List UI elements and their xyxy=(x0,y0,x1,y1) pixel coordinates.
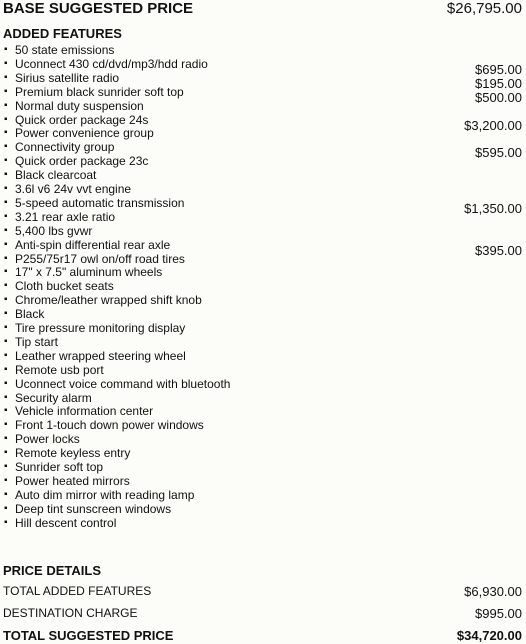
bullet-icon: ▪ xyxy=(4,392,8,403)
feature-label: Quick order package 23c xyxy=(15,154,149,168)
feature-label: Power convenience group xyxy=(15,126,154,140)
bullet-icon: ▪ xyxy=(4,141,8,152)
bullet-icon: ▪ xyxy=(4,419,8,430)
bullet-icon: ▪ xyxy=(4,475,8,486)
feature-label: Remote keyless entry xyxy=(15,446,131,460)
feature-label: 50 state emissions xyxy=(15,43,115,57)
feature-label: P255/75r17 owl on/off road tires xyxy=(15,252,185,266)
bullet-icon: ▪ xyxy=(4,503,8,514)
bullet-icon: ▪ xyxy=(4,378,8,389)
price-details-heading: PRICE DETAILS xyxy=(3,563,101,578)
feature-label: Uconnect voice command with bluetooth xyxy=(15,377,231,391)
total-added-features-row xyxy=(0,584,526,598)
bullet-icon: ▪ xyxy=(4,211,8,222)
feature-label: Leather wrapped steering wheel xyxy=(15,349,186,363)
bullet-icon: ▪ xyxy=(4,155,8,166)
feature-label: Tire pressure monitoring display xyxy=(15,321,186,335)
bullet-icon: ▪ xyxy=(4,322,8,333)
bullet-icon: ▪ xyxy=(4,183,8,194)
bullet-icon: ▪ xyxy=(4,364,8,375)
feature-label: Quick order package 24s xyxy=(15,113,149,127)
feature-label: Black clearcoat xyxy=(15,168,97,182)
feature-label: Power heated mirrors xyxy=(15,474,130,488)
bullet-icon: ▪ xyxy=(4,447,8,458)
total-added-features-value: $6,930.00 xyxy=(464,584,522,599)
feature-price: $695.00 xyxy=(475,62,522,77)
feature-label: 3.6l v6 24v vvt engine xyxy=(15,182,132,196)
feature-label: Remote usb port xyxy=(15,363,104,377)
feature-label: Security alarm xyxy=(15,391,92,405)
feature-label: Uconnect 430 cd/dvd/mp3/hdd radio xyxy=(15,57,208,71)
feature-label: Chrome/leather wrapped shift knob xyxy=(15,293,202,307)
bullet-icon: ▪ xyxy=(4,253,8,264)
base-price-label: BASE SUGGESTED PRICE xyxy=(3,0,194,17)
feature-label: Auto dim mirror with reading lamp xyxy=(15,488,195,502)
feature-price: $1,350.00 xyxy=(464,201,522,216)
total-suggested-price-row xyxy=(0,628,526,642)
bullet-icon: ▪ xyxy=(4,127,8,138)
bullet-icon: ▪ xyxy=(4,44,8,55)
feature-label: 5,400 lbs gvwr xyxy=(15,224,93,238)
feature-label: Cloth bucket seats xyxy=(15,279,114,293)
destination-charge-value: $995.00 xyxy=(475,606,522,621)
feature-label: Power locks xyxy=(15,432,80,446)
bullet-icon: ▪ xyxy=(4,294,8,305)
bullet-icon: ▪ xyxy=(4,239,8,250)
feature-label: Normal duty suspension xyxy=(15,99,144,113)
feature-price: $595.00 xyxy=(475,145,522,160)
total-added-features-label: TOTAL ADDED FEATURES xyxy=(3,584,152,598)
feature-label: 3.21 rear axle ratio xyxy=(15,210,116,224)
bullet-icon: ▪ xyxy=(4,308,8,319)
feature-label: 17" x 7.5" aluminum wheels xyxy=(15,265,163,279)
bullet-icon: ▪ xyxy=(4,266,8,277)
bullet-icon: ▪ xyxy=(4,336,8,347)
feature-label: 5-speed automatic transmission xyxy=(15,196,185,210)
bullet-icon: ▪ xyxy=(4,489,8,500)
feature-label: Deep tint sunscreen windows xyxy=(15,502,172,516)
bullet-icon: ▪ xyxy=(4,405,8,416)
feature-price: $3,200.00 xyxy=(464,118,522,133)
destination-charge-label: DESTINATION CHARGE xyxy=(3,606,138,620)
bullet-icon: ▪ xyxy=(4,114,8,125)
feature-label: Premium black sunrider soft top xyxy=(15,85,184,99)
bullet-icon: ▪ xyxy=(4,433,8,444)
feature-price: $395.00 xyxy=(475,243,522,258)
bullet-icon: ▪ xyxy=(4,58,8,69)
base-price-value: $26,795.00 xyxy=(446,0,522,17)
bullet-icon: ▪ xyxy=(4,517,8,528)
bullet-icon: ▪ xyxy=(4,169,8,180)
bullet-icon: ▪ xyxy=(4,350,8,361)
destination-charge-row xyxy=(0,606,526,620)
bullet-icon: ▪ xyxy=(4,100,8,111)
total-suggested-price-value: $34,720.00 xyxy=(456,628,522,643)
total-suggested-price-label: TOTAL SUGGESTED PRICE xyxy=(3,628,174,643)
bullet-icon: ▪ xyxy=(4,86,8,97)
feature-price: $195.00 xyxy=(475,76,522,91)
feature-label: Sunrider soft top xyxy=(15,460,104,474)
bullet-icon: ▪ xyxy=(4,461,8,472)
feature-label: Black xyxy=(15,307,45,321)
feature-label: Sirius satellite radio xyxy=(15,71,120,85)
added-features-heading: ADDED FEATURES xyxy=(3,26,122,41)
feature-label: Tip start xyxy=(15,335,58,349)
bullet-icon: ▪ xyxy=(4,72,8,83)
feature-label: Connectivity group xyxy=(15,140,115,154)
feature-label: Front 1-touch down power windows xyxy=(15,418,204,432)
feature-label: Hill descent control xyxy=(15,516,117,530)
bullet-icon: ▪ xyxy=(4,197,8,208)
bullet-icon: ▪ xyxy=(4,225,8,236)
bullet-icon: ▪ xyxy=(4,280,8,291)
feature-label: Vehicle information center xyxy=(15,404,154,418)
feature-price: $500.00 xyxy=(475,90,522,105)
feature-label: Anti-spin differential rear axle xyxy=(15,238,171,252)
base-price-row xyxy=(0,0,526,17)
